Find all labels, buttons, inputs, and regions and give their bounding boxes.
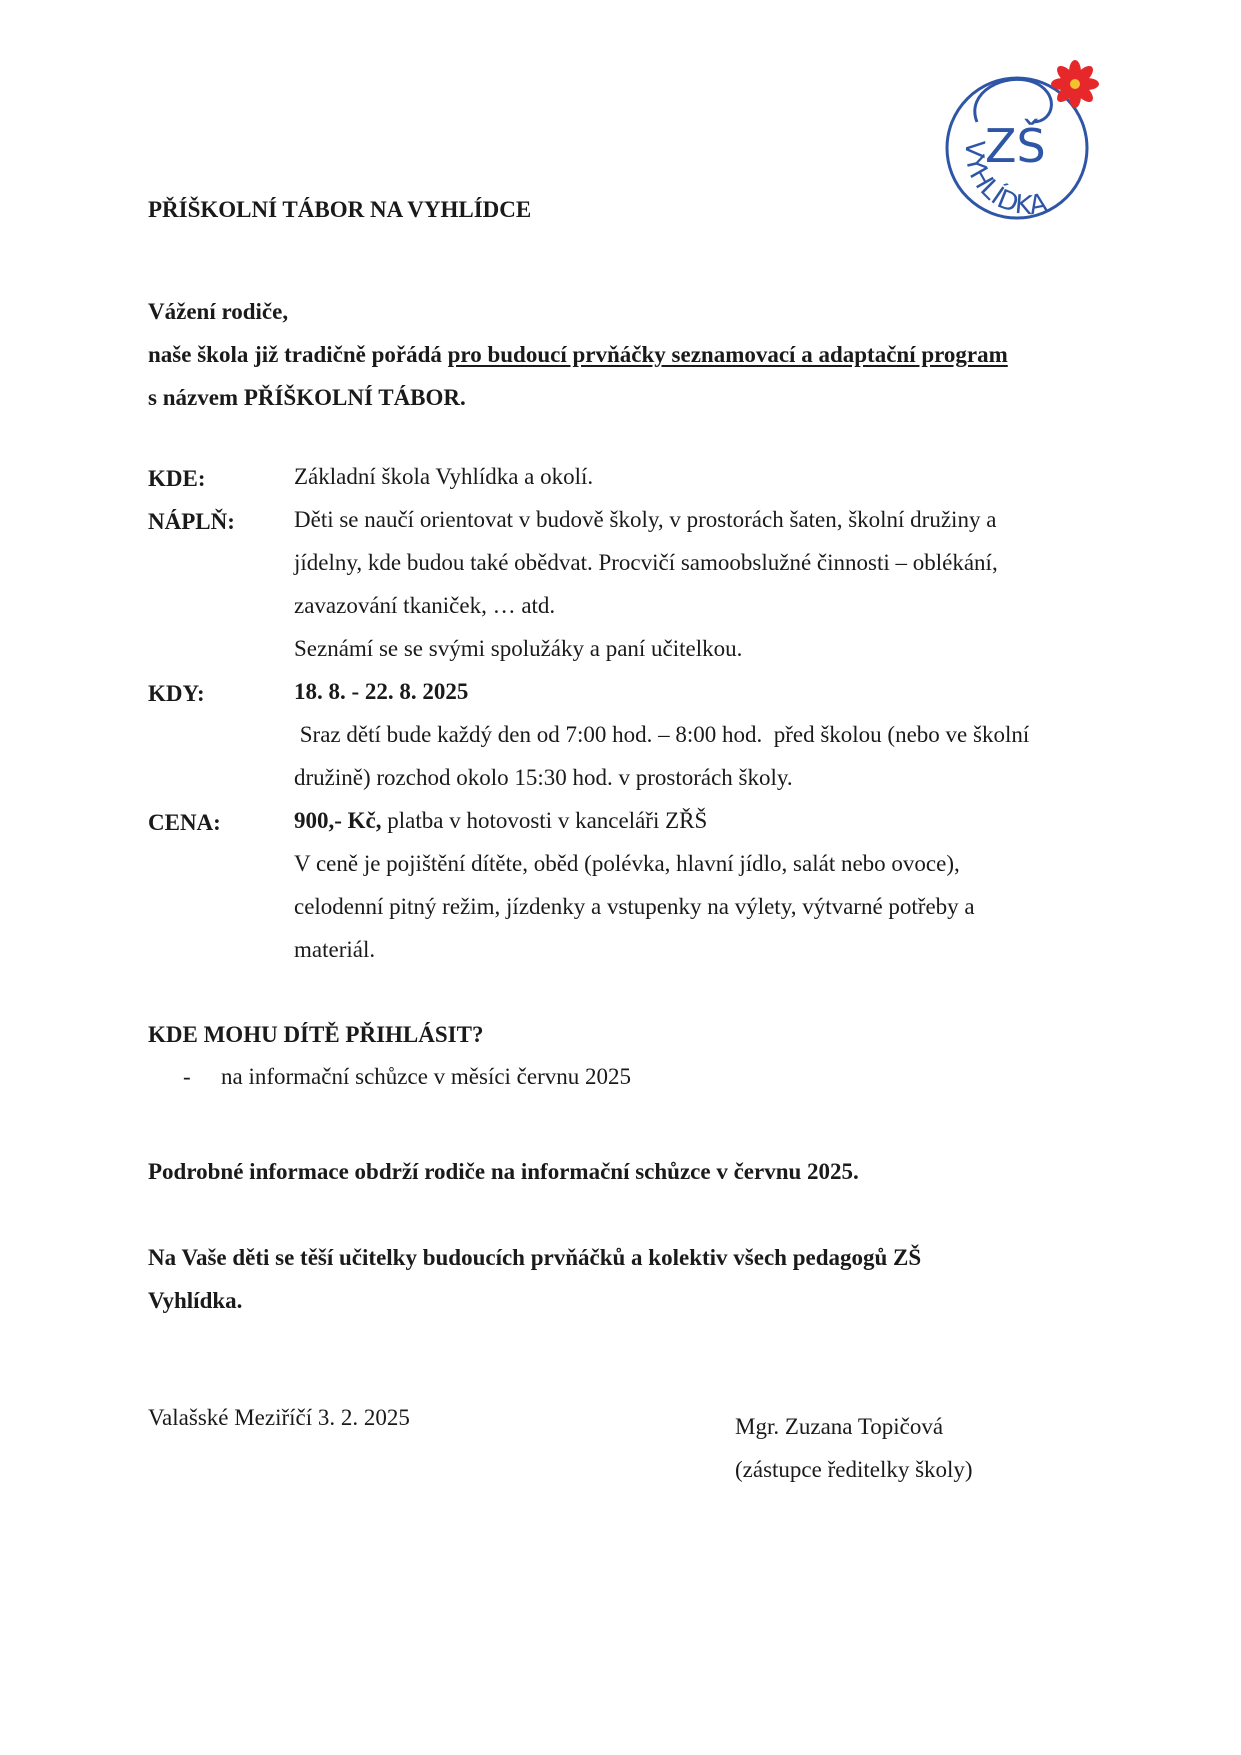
signer-name: Mgr. Zuzana Topičová (735, 1414, 944, 1439)
cena-price-rest: platba v hotovosti v kanceláři ZŘŠ (381, 808, 708, 833)
napln-label: NÁPLŇ: (148, 509, 235, 534)
cena-line: materiál. (294, 937, 376, 962)
logo-arc-text: VYHLÍDKA (958, 139, 1050, 222)
kdy-line: Sraz dětí bude každý den od 7:00 hod. – 8:00 hod. před školou (nebo ve školní (294, 722, 1030, 747)
cena-label: CENA: (148, 810, 221, 835)
school-logo (925, 52, 1115, 222)
cena-text (294, 799, 975, 971)
cena-first-line (294, 799, 975, 842)
signup-list-item (183, 1064, 631, 1090)
kdy-label: KDY: (148, 681, 205, 706)
flower-icon (1051, 60, 1099, 108)
cena-line: celodenní pitný režim, jízdenky a vstupenky na výlety, výtvarné potřeby a (294, 894, 975, 919)
intro-line-2 (148, 333, 1008, 376)
napln-line: Děti se naučí orientovat v budově školy, v prostorách šaten, školní družiny a (294, 507, 997, 532)
intro-paragraph (148, 290, 1008, 419)
intro-line-2-prefix: naše škola již tradičně pořádá (148, 342, 448, 367)
kdy-text (294, 670, 1029, 799)
kdy-date: 18. 8. - 22. 8. 2025 (294, 679, 469, 704)
intro-line-3: s názvem PŘÍŠKOLNÍ TÁBOR. (148, 385, 466, 410)
closing-paragraph (148, 1236, 921, 1322)
napln-line: jídelny, kde budou také obědvat. Procvičí samoobslužné činnosti – oblékání, (294, 550, 998, 575)
signature-block (735, 1405, 973, 1491)
signup-item-text: na informační schůzce v měsíci červnu 2025 (221, 1064, 632, 1089)
napln-line: zavazování tkaniček, … atd. (294, 593, 556, 618)
intro-line-2-underlined: pro budoucí prvňáčky seznamovací a adaptační program (447, 342, 1008, 367)
napln-text (294, 498, 998, 670)
kde-label: KDE: (148, 466, 206, 491)
napln-line: Seznámí se se svými spolužáky a paní učitelkou. (294, 636, 743, 661)
signup-heading: KDE MOHU DÍTĚ PŘIHLÁSIT? (148, 1022, 484, 1047)
document-title: PŘÍŠKOLNÍ TÁBOR NA VYHLÍDCE (148, 197, 532, 222)
list-dash: - (183, 1064, 191, 1089)
closing-line: Na Vaše děti se těší učitelky budoucích prvňáčků a kolektiv všech pedagogů ZŠ (148, 1245, 922, 1270)
cena-line: V ceně je pojištění dítěte, oběd (polévka, hlavní jídlo, salát nebo ovoce), (294, 851, 960, 876)
closing-line: Vyhlídka. (148, 1288, 243, 1313)
logo-zs-text: ZŠ (985, 119, 1046, 173)
kde-text: Základní škola Vyhlídka a okolí. (294, 464, 594, 489)
signer-role: (zástupce ředitelky školy) (735, 1457, 973, 1482)
place-date: Valašské Meziříčí 3. 2. 2025 (148, 1405, 410, 1430)
greeting: Vážení rodiče, (148, 299, 289, 324)
kdy-line: družině) rozchod okolo 15:30 hod. v prostorách školy. (294, 765, 793, 790)
info-note: Podrobné informace obdrží rodiče na informační schůzce v červnu 2025. (148, 1159, 859, 1184)
cena-price: 900,- Kč, (294, 808, 382, 833)
